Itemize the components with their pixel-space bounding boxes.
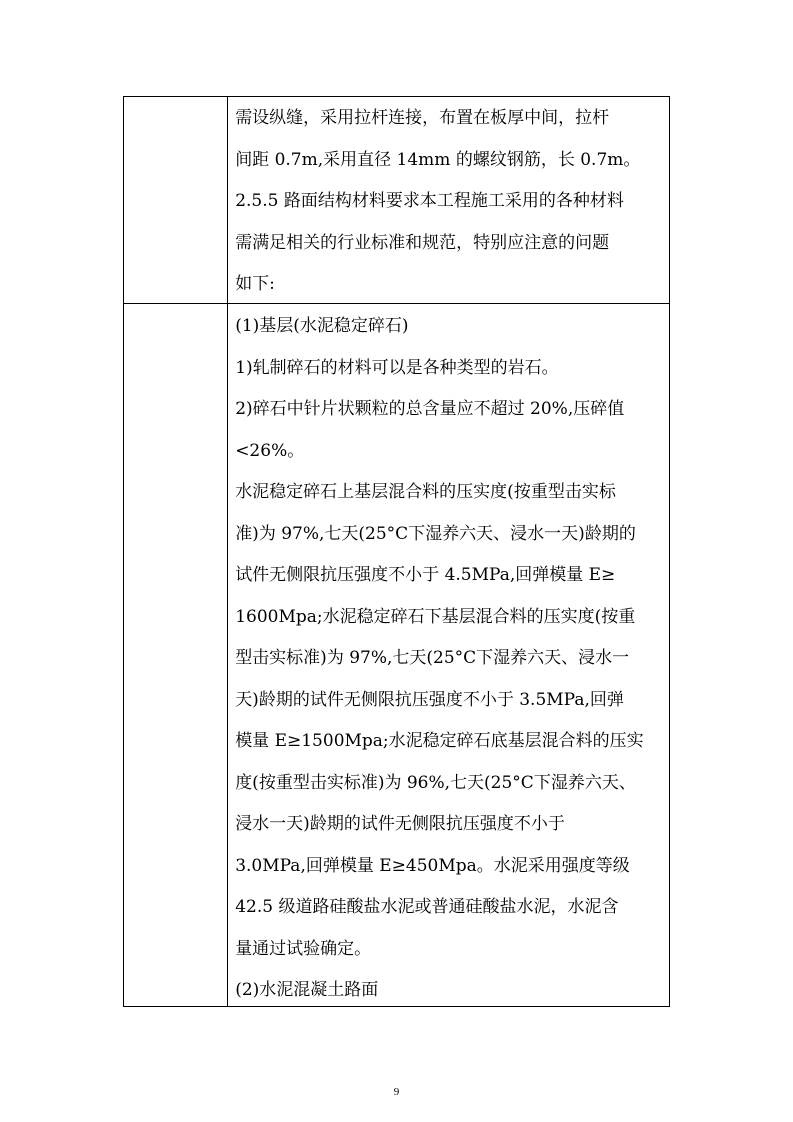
text-line: 2)碎石中针片状颗粒的总含量应不超过 20%,压碎值 xyxy=(235,399,625,419)
cell-paragraph xyxy=(228,304,669,1006)
text-line: 42.5 级道路硅酸盐水泥或普通硅酸盐水泥，水泥含 xyxy=(235,897,619,917)
text-line: 模量 E≥1500Mpa;水泥稳定碎石底基层混合料的压实 xyxy=(235,731,644,751)
table-row xyxy=(124,304,670,1007)
text-line: 准)为 97%,七天(25°C下湿养六天、浸水一天)龄期的 xyxy=(235,523,636,544)
page-number: 9 xyxy=(393,1086,400,1098)
right-cell-text xyxy=(228,97,670,304)
left-cell-empty xyxy=(124,304,228,1007)
text-line: 天)龄期的试件无侧限抗压强度不小于 3.5MPa,回弹 xyxy=(235,689,624,710)
text-line: 试件无侧限抗压强度不小于 4.5MPa,回弹模量 E≥ xyxy=(235,565,616,585)
text-line: 量通过试验确定。 xyxy=(235,938,372,959)
text-line: 间距 0.7m,采用直径 14mm 的螺纹钢筋，长 0.7m。 xyxy=(235,149,641,170)
text-line: 度(按重型击实标准)为 96%,七天(25°C下湿养六天、 xyxy=(235,772,636,793)
text-line: 3.0MPa,回弹模量 E≥450Mpa。水泥采用强度等级 xyxy=(235,855,630,876)
content-table xyxy=(123,96,670,1007)
section-heading: (2)水泥混凝土路面 xyxy=(235,980,379,1000)
cell-paragraph xyxy=(228,97,669,303)
text-line: 水泥稳定碎石上基层混合料的压实度(按重型击实标 xyxy=(235,482,616,502)
text-line: 浸水一天)龄期的试件无侧限抗压强度不小于 xyxy=(235,814,565,834)
text-line: 型击实标准)为 97%,七天(25°C下湿养六天、浸水一 xyxy=(235,648,630,668)
text-line: 需设纵缝，采用拉杆连接，布置在板厚中间，拉杆 xyxy=(235,108,610,128)
text-line: 1600Mpa;水泥稳定碎石下基层混合料的压实度(按重 xyxy=(235,606,636,627)
text-line: 1)轧制碎石的材料可以是各种类型的岩石。 xyxy=(235,357,559,378)
table-row xyxy=(124,97,670,304)
left-cell-empty xyxy=(124,97,228,304)
text-line: 需满足相关的行业标准和规范，特别应注意的问题 xyxy=(235,232,610,253)
section-heading: (1)基层(水泥稳定碎石) xyxy=(235,316,409,336)
text-line: 如下: xyxy=(235,274,275,294)
text-line: <26%。 xyxy=(235,440,305,461)
right-cell-text xyxy=(228,304,670,1007)
text-line: 2.5.5 路面结构材料要求本工程施工采用的各种材料 xyxy=(235,191,624,211)
